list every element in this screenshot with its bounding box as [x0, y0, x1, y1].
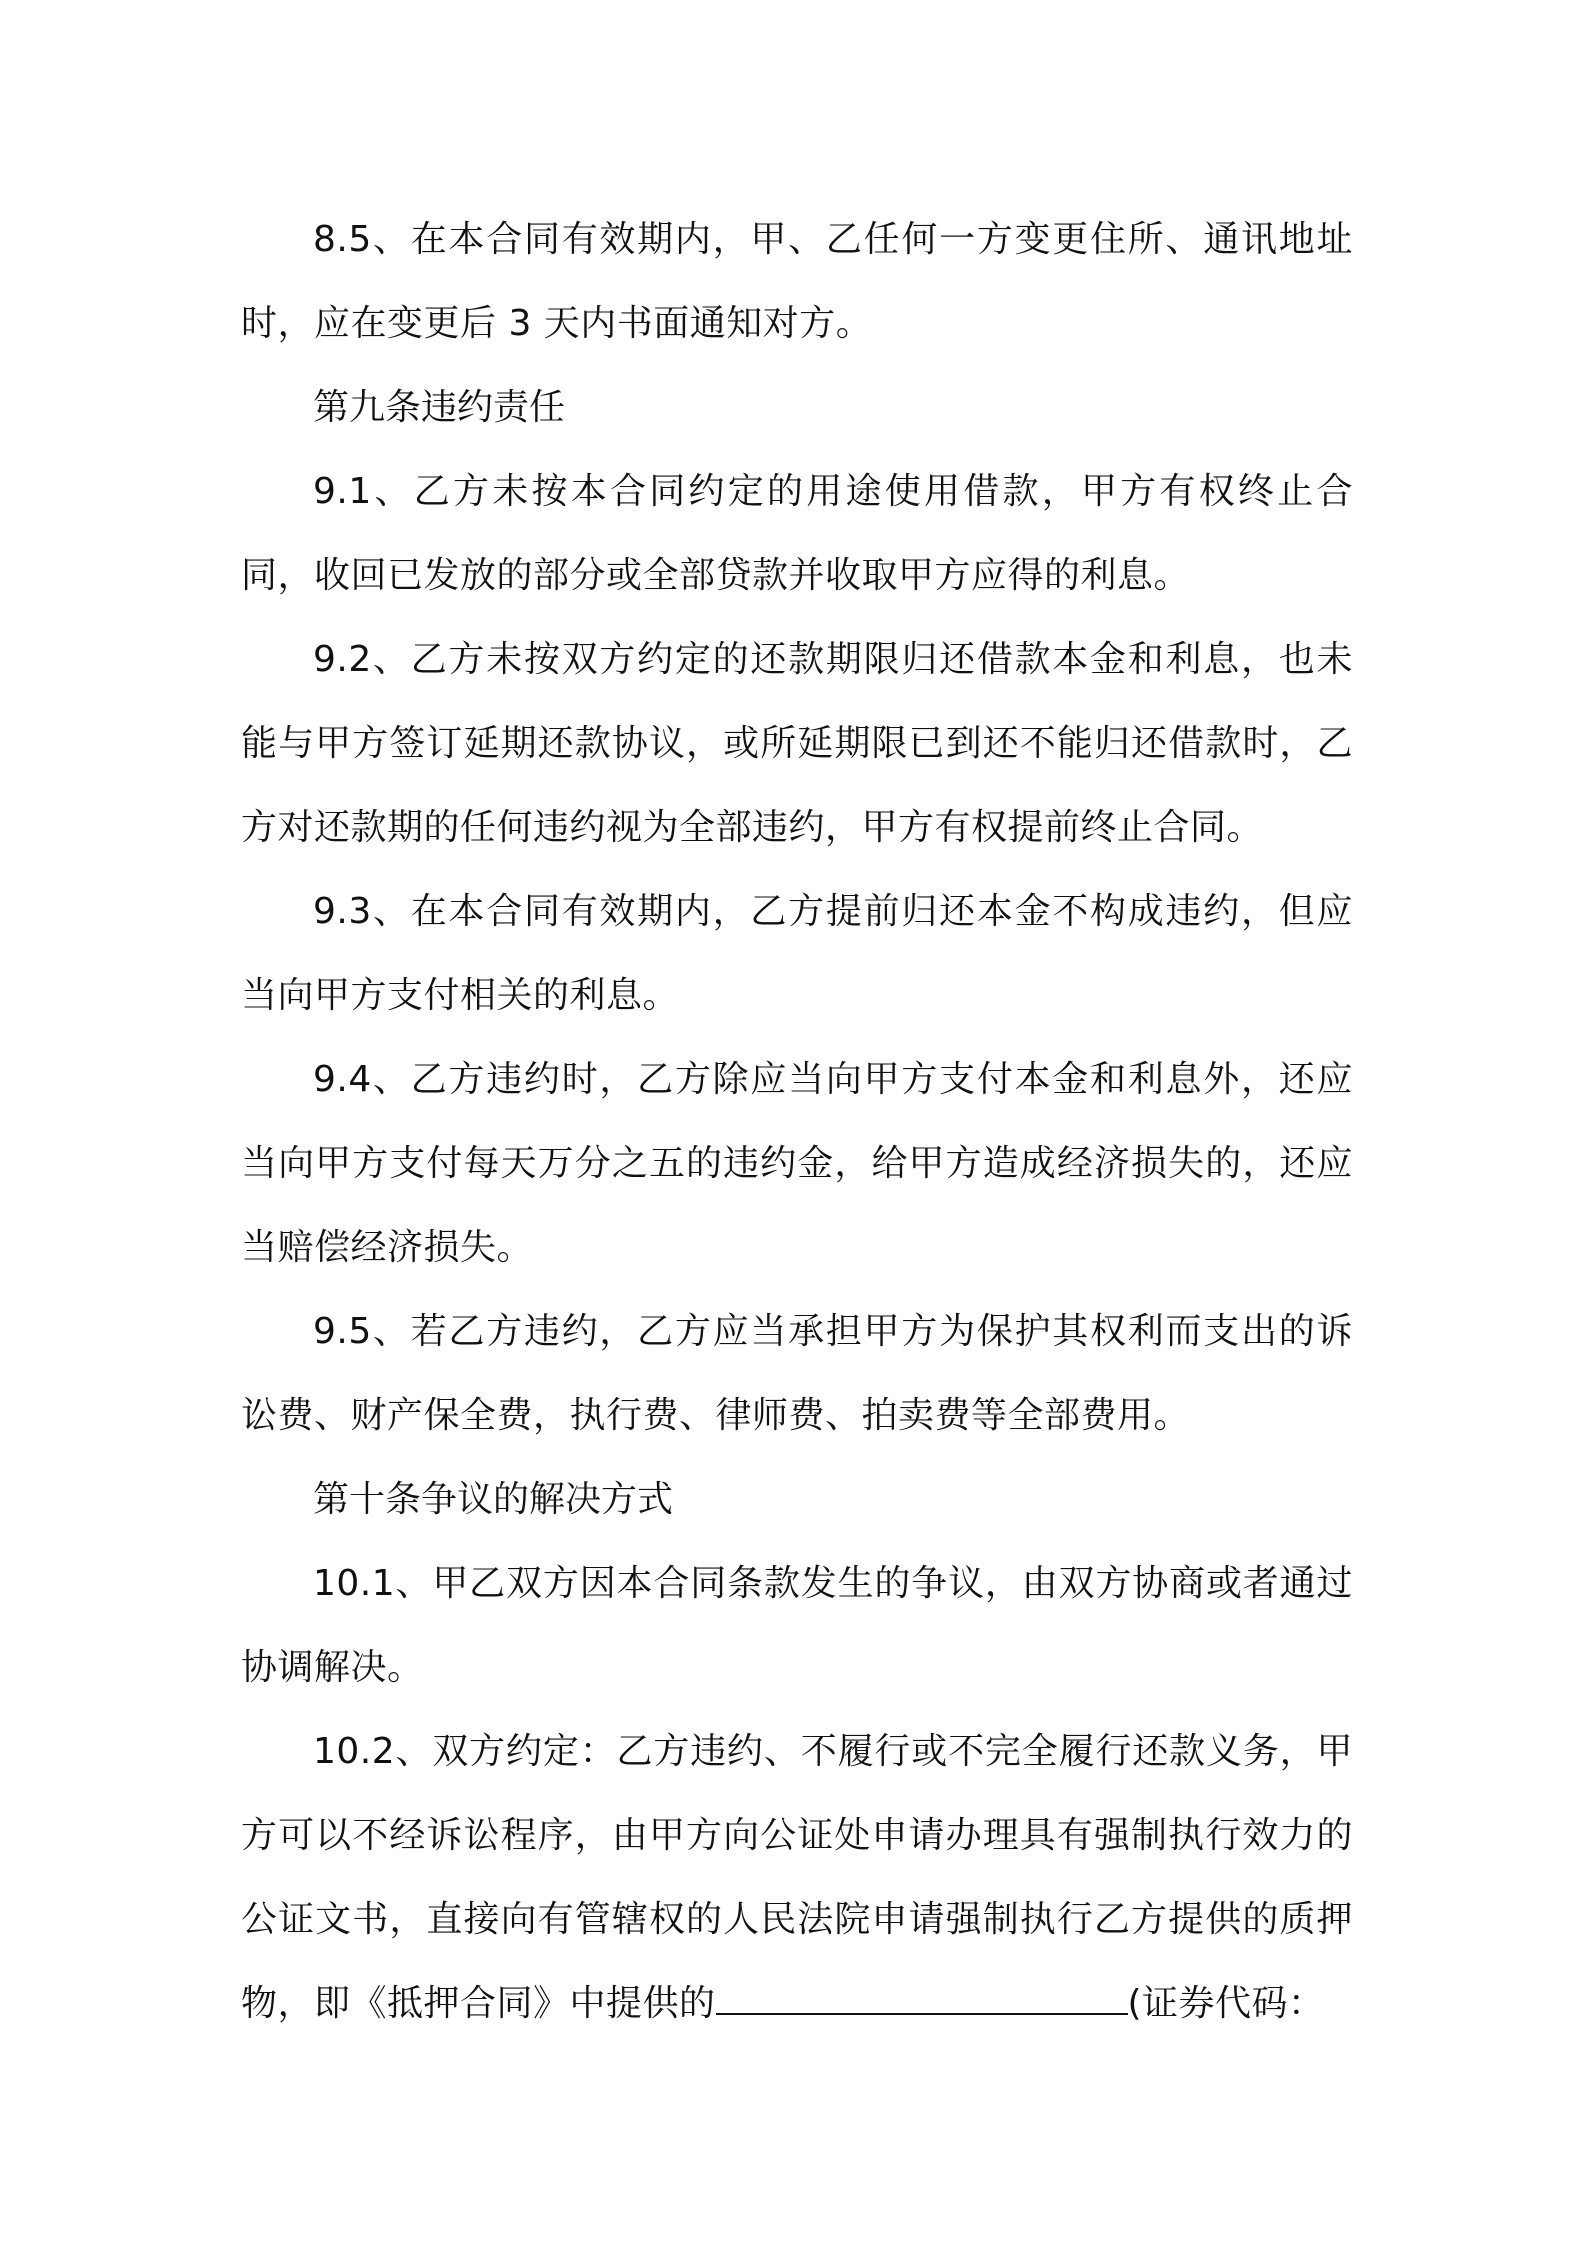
- clause-9-1: 9.1、乙方未按本合同约定的用途使用借款，甲方有权终止合同，收回已发放的部分或全部贷款并收取甲方应得的利息。: [241, 471, 1353, 596]
- clause-9-3: 9.3、在本合同有效期内，乙方提前归还本金不构成违约，但应当向甲方支付相关的利息。: [241, 891, 1353, 1016]
- clause-10-2-text: 10.2、双方约定：乙方违约、不履行或不完全履行还款义务，甲方可以不经诉讼程序，由甲方向公证处申请办理具有强制执行效力的公证文书，直接向有管辖权的人民法院申请强制执行乙方提供的质押物，即《抵押合同》中提供的: [241, 1731, 1353, 2024]
- clause-10-2: [241, 1710, 1353, 2046]
- clause-8-5: 8.5、在本合同有效期内，甲、乙任何一方变更住所、通讯地址时，应在变更后 3 天内书面通知对方。: [241, 219, 1353, 344]
- article-10-heading: 第十条争议的解决方式: [313, 1479, 674, 1520]
- contract-text: [241, 198, 1353, 2046]
- article-9-heading: 第九条违约责任: [313, 387, 566, 428]
- clause-9-2: 9.2、乙方未按双方约定的还款期限归还借款本金和利息，也未能与甲方签订延期还款协议，或所延期限已到还不能归还借款时，乙方对还款期的任何违约视为全部违约，甲方有权提前终止合同。: [241, 639, 1353, 848]
- fill-in-blank: [716, 1983, 1128, 2015]
- clause-10-2-suffix: (证券代码：: [1127, 1983, 1325, 2024]
- clause-9-5: 9.5、若乙方违约，乙方应当承担甲方为保护其权利而支出的诉讼费、财产保全费，执行费、律师费、拍卖费等全部费用。: [241, 1311, 1353, 1436]
- clause-9-4: 9.4、乙方违约时，乙方除应当向甲方支付本金和利息外，还应当向甲方支付每天万分之五的违约金，给甲方造成经济损失的，还应当赔偿经济损失。: [241, 1059, 1353, 1268]
- clause-10-1: 10.1、甲乙双方因本合同条款发生的争议，由双方协商或者通过协调解决。: [241, 1563, 1353, 1688]
